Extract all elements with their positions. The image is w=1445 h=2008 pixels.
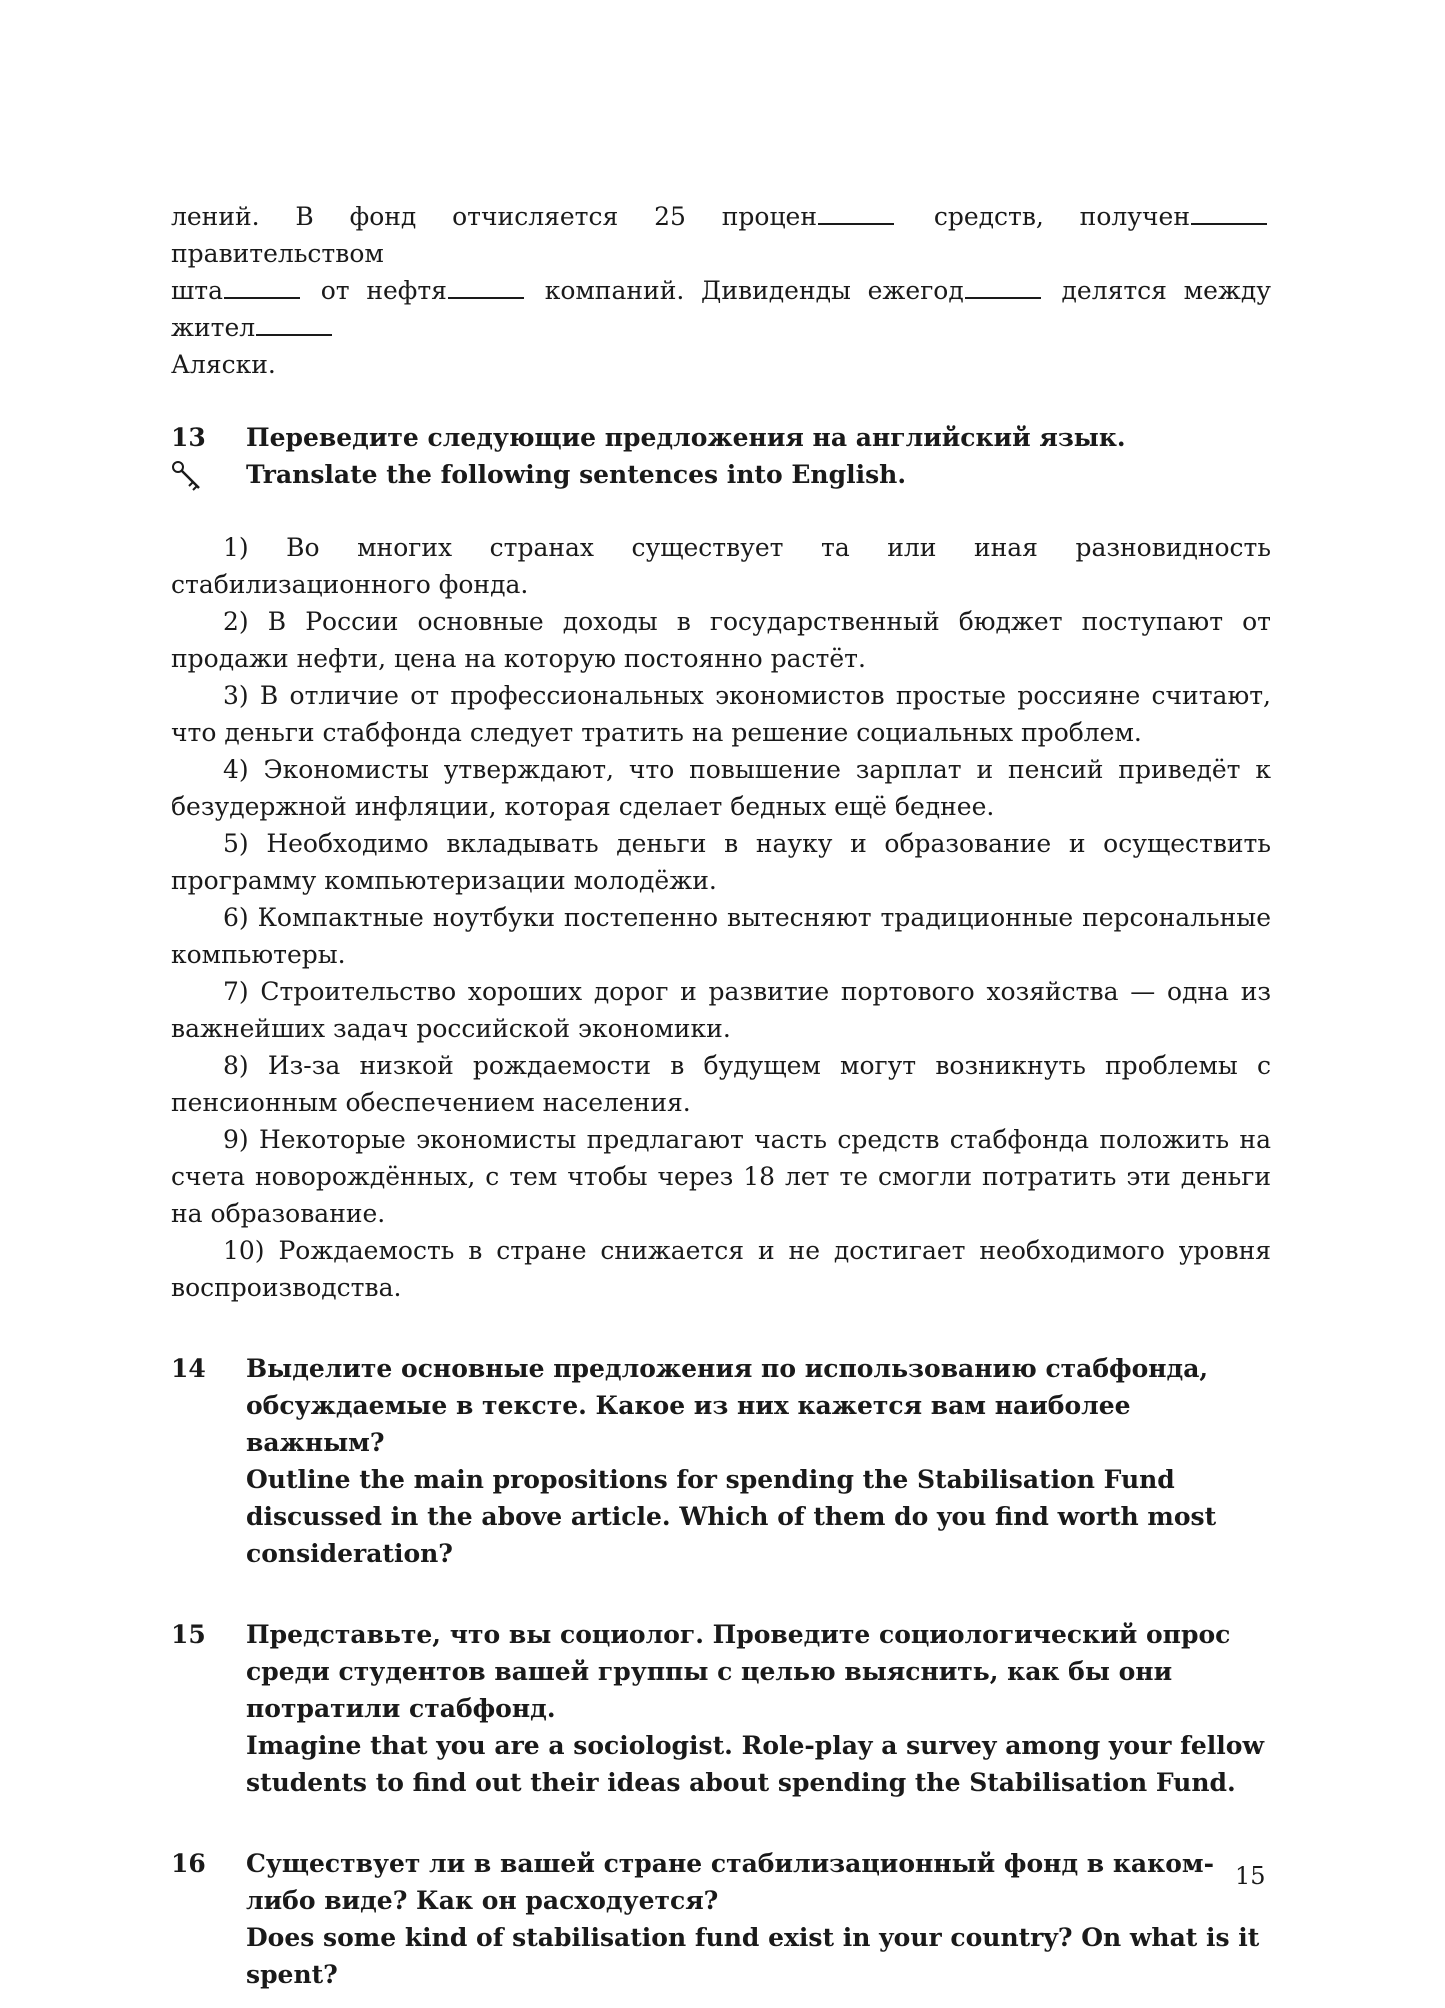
exercise-number: 15: [171, 1620, 206, 1649]
intro-text: от нефтя: [320, 276, 447, 305]
exercise-14: [171, 1350, 1271, 1572]
sentence-item: 2) В России основные доходы в государственный бюджет поступают от продажи нефти, цена на которую постоянно растёт.: [171, 607, 1271, 673]
sentence-item: 4) Экономисты утверждают, что повышение зарплат и пенсий приведёт к безудержной инфляции, которая сделает бедных ещё беднее.: [171, 755, 1271, 821]
blank: [224, 273, 300, 299]
intro-text: правительством: [171, 239, 384, 268]
exercise-number: 14: [171, 1354, 206, 1383]
intro-text: лений. В фонд отчисляется 25 процен: [171, 202, 817, 231]
blank: [818, 199, 894, 225]
exercise-number: 13: [171, 423, 206, 452]
exercise-title-ru: Существует ли в вашей стране стабилизационный фонд в каком-либо виде? Как он расходуется?: [246, 1849, 1214, 1915]
intro-line-2: [171, 272, 1271, 346]
page-content: [171, 198, 1271, 1993]
exercise-16: [171, 1845, 1271, 1993]
sentence-item: 7) Строительство хороших дорог и развитие портового хозяйства — одна из важнейших задач российской экономики.: [171, 977, 1271, 1043]
exercise-13: [171, 419, 1271, 493]
blank: [1191, 199, 1267, 225]
intro-text: компаний. Дивиденды ежегод: [544, 276, 964, 305]
exercise-title-en: Outline the main propositions for spending the Stabilisation Fund discussed in the above article. Which of them do you find worth most consideration?: [246, 1465, 1217, 1568]
intro-line-1: [171, 198, 1271, 272]
sentence-item: 3) В отличие от профессиональных экономистов простые россияне считают, что деньги стабфонда следует тратить на решение социальных проблем.: [171, 681, 1271, 747]
blank: [448, 273, 524, 299]
sentence-item: 9) Некоторые экономисты предлагают часть средств стабфонда положить на счета новорождённых, с тем чтобы через 18 лет те смогли потратить эти деньги на образование.: [171, 1125, 1271, 1228]
blank: [256, 310, 332, 336]
exercise-title-en: Translate the following sentences into English.: [246, 460, 907, 489]
exercise-title-ru: Переведите следующие предложения на английский язык.: [246, 423, 1126, 452]
intro-text: средств, получен: [933, 202, 1190, 231]
exercise-15: [171, 1616, 1271, 1801]
exercise-title-en: Imagine that you are a sociologist. Role-play a survey among your fellow students to find out their ideas about spending the Stabilisation Fund.: [246, 1731, 1264, 1797]
intro-text: шта: [171, 276, 223, 305]
sentence-item: 6) Компактные ноутбуки постепенно вытесняют традиционные персональные компьютеры.: [171, 903, 1271, 969]
sentence-item: 8) Из-за низкой рождаемости в будущем могут возникнуть проблемы с пенсионным обеспечением населения.: [171, 1051, 1271, 1117]
sentence-item: 1) Во многих странах существует та или иная разновидность стабилизационного фонда.: [171, 533, 1271, 599]
sentence-item: 5) Необходимо вкладывать деньги в науку и образование и осуществить программу компьютеризации молодёжи.: [171, 829, 1271, 895]
intro-text: делятся между жител: [171, 276, 1272, 342]
intro-paragraph: [171, 198, 1271, 383]
key-icon: [171, 460, 205, 492]
exercise-title-ru: Представьте, что вы социолог. Проведите социологический опрос среди студентов вашей группы с целью выяснить, как бы они потратили стабфонд.: [246, 1620, 1231, 1723]
blank: [965, 273, 1041, 299]
intro-line-3: Аляски.: [171, 350, 276, 379]
exercise-title-en: Does some kind of stabilisation fund exist in your country? On what is it spent?: [246, 1923, 1260, 1989]
sentence-item: 10) Рождаемость в стране снижается и не достигает необходимого уровня воспроизводства.: [171, 1236, 1271, 1302]
sentence-list: [171, 529, 1271, 1306]
page-number: 15: [1235, 1862, 1266, 1890]
exercise-title-ru: Выделите основные предложения по использованию стабфонда, обсуждаемые в тексте. Какое из них кажется вам наиболее важным?: [246, 1354, 1209, 1457]
exercise-number: 16: [171, 1849, 206, 1878]
